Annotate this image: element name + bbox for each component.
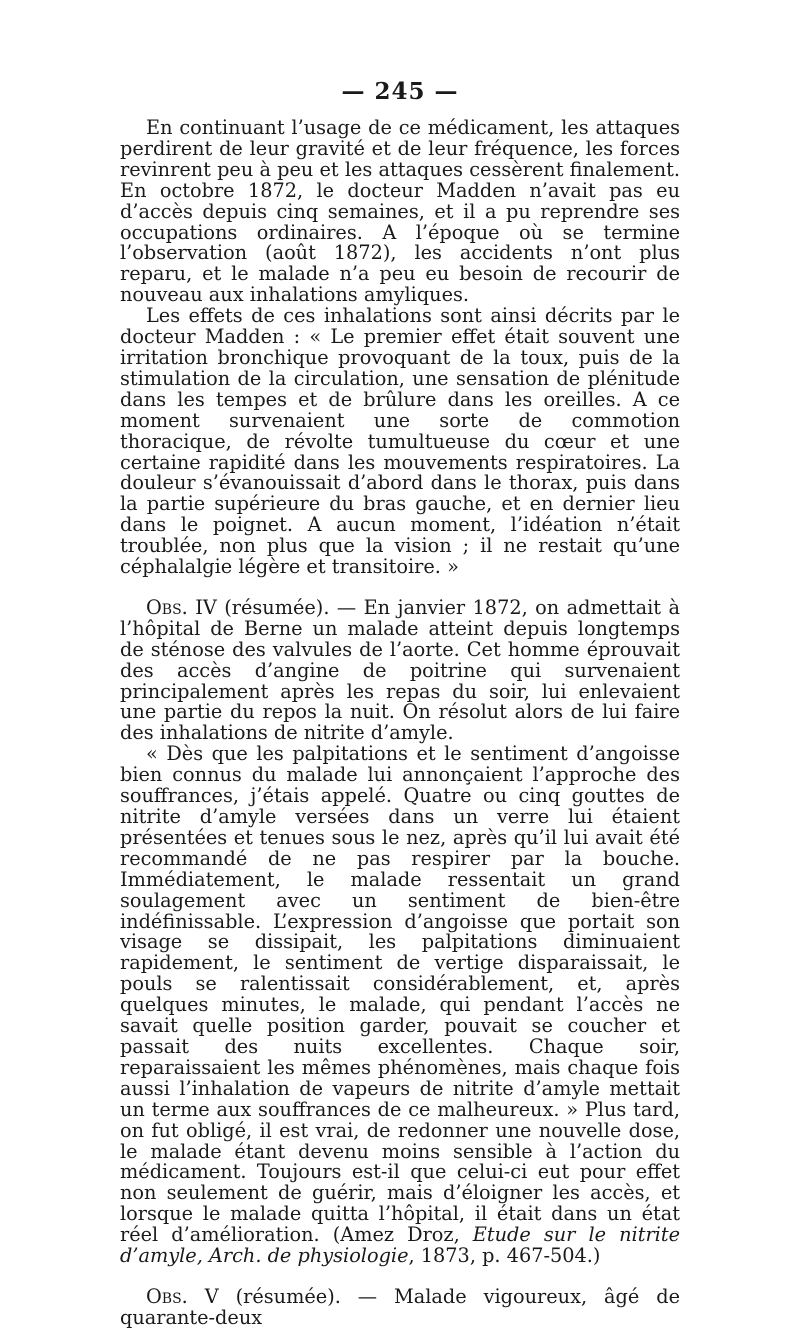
paragraph-4 bbox=[120, 744, 680, 1267]
paragraph-gap bbox=[120, 578, 680, 598]
observation-label-iv: Obs. IV bbox=[146, 595, 217, 619]
body-text bbox=[120, 118, 680, 1329]
paragraph-gap-2 bbox=[120, 1267, 680, 1287]
citation-end: , 1873, p. 467-504.) bbox=[408, 1244, 601, 1268]
observation-label-v: Obs. V bbox=[146, 1284, 219, 1308]
paragraph-5 bbox=[120, 1284, 680, 1329]
paragraph-3 bbox=[120, 595, 680, 745]
paragraph-2: Les effets de ces inhalations sont ainsi décrits par le docteur Madden : « Le premier effet était souvent une irritation bronchique provoquant de la toux, puis de la stimulation de la circulation, une sensation de plénitude dans les tempes et de brûlure dans les oreilles. A ce moment survenaient une sorte de commotion thoracique, de révolte tumultueuse du cœur et une certaine rapidité dans les mouvements respiratoires. La douleur s’évanouissait d’abord dans le thorax, puis dans la partie supérieure du bras gauche, et en dernier lieu dans le poignet. A aucun moment, l’idéation n’était troublée, non plus que la vision ; il ne restait qu’une céphalalgie légère et transitoire. » bbox=[120, 304, 680, 579]
page-number: — 245 — bbox=[341, 78, 459, 105]
paragraph-4-text: « Dès que les palpitations et le sentiment d’angoisse bien connus du malade lui annonçaient l’approche des souffrances, j’étais appelé. Quatre ou cinq gouttes de nitrite d’amyle versées dans un verre lui étaient présentées et tenues sous le nez, après qu’il lui avait été recommandé de ne pas respirer par la bouche. Immédiatement, le malade ressentait un grand soulagement avec un sentiment de bien-être indéfinissable. L’expression d’angoisse que portait son visage se dissipait, les palpitations diminuaient rapidement, le sentiment de vertige disparaissait, le pouls se ralentissait considérablement, et, après quelques minutes, le malade, qui pendant l’accès ne savait quelle position garder, pouvait se coucher et passait des nuits excellentes. Chaque soir, reparaissaient les mêmes phénomènes, mais chaque fois aussi l’inhalation de vapeurs de nitrite d’amyle mettait un terme aux souffrances de ce malheureux. » Plus tard, on fut obligé, il est vrai, de redonner une nouvelle dose, le malade étant devenu moins sensible à l’action du médicament. Toujours est-il que celui-ci eut pour effet non seulement de guérir, mais d’éloigner les accès, et lorsque le malade quitta l’hôpital, il était dans un état réel d’amélioration. (Amez Droz, bbox=[120, 742, 680, 1247]
citation-title: Etude sur le nitrite d’amyle, Arch. de physiologie bbox=[120, 1223, 680, 1268]
paragraph-5-text: (résumée). — Malade vigoureux, âgé de quarante-deux bbox=[120, 1284, 680, 1329]
paragraph-3-text: (résumée). — En janvier 1872, on admettait à l’hôpital de Berne un malade atteint depuis longtemps de sténose des valvules de l’aorte. Cet homme éprouvait des accès d’angine de poitrine qui survenaient principalement après les repas du soir, lui enlevaient une partie du repos la nuit. On résolut alors de lui faire des inhalations de nitrite d’amyle. bbox=[120, 595, 680, 745]
paragraph-1: En continuant l’usage de ce médicament, les attaques perdirent de leur gravité et de leur fréquence, les forces revinrent peu à peu et les attaques cessèrent finalement. En octobre 1872, le docteur Madden n’avait pas eu d’accès depuis cinq semaines, et il a pu reprendre ses occupations ordinaires. A l’époque où se termine l’observation (août 1872), les accidents n’ont plus reparu, et le malade n’a peu eu besoin de recourir de nouveau aux inhalations amyliques. bbox=[120, 116, 680, 307]
